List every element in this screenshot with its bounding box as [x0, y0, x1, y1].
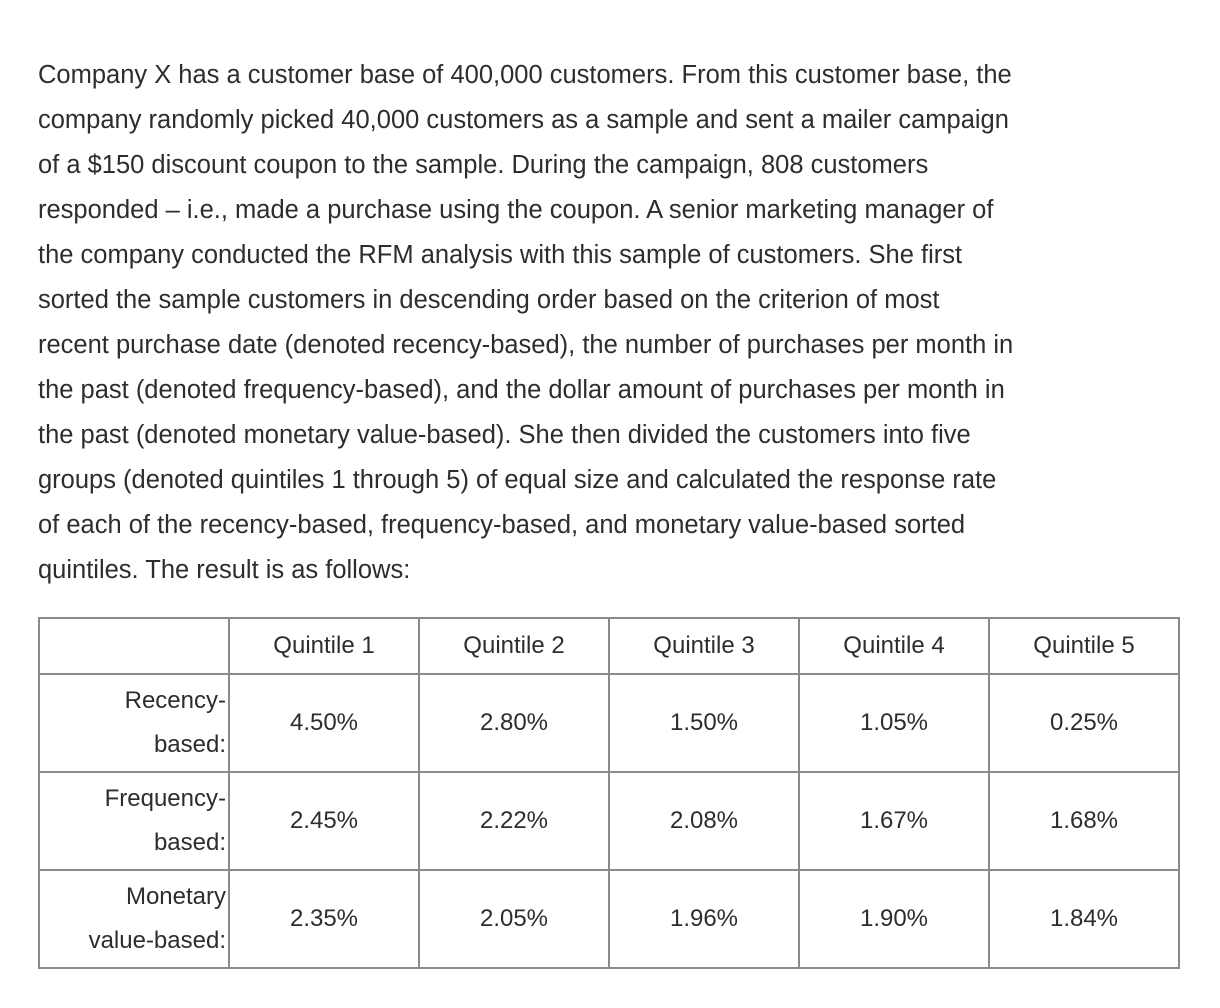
problem-line: of a $150 discount coupon to the sample. During the campaign, 808 customers [38, 151, 929, 179]
table-row-monetary [39, 870, 1179, 968]
table-cell: 1.90% [799, 870, 989, 968]
row-label-line: Frequency- [104, 785, 226, 812]
row-label-recency [39, 674, 229, 772]
table-cell: 2.08% [609, 772, 799, 870]
row-label-line: Recency- [124, 687, 226, 714]
table-cell: 1.67% [799, 772, 989, 870]
table-header-row [39, 618, 1179, 674]
table-cell: 2.35% [229, 870, 419, 968]
problem-line: recent purchase date (denoted recency-based), the number of purchases per month in [38, 331, 1014, 359]
row-label-monetary [39, 870, 229, 968]
table-cell: 4.50% [229, 674, 419, 772]
table-corner-cell [39, 618, 229, 674]
column-header-quintile-1: Quintile 1 [229, 618, 419, 674]
row-label-line: based: [153, 731, 226, 758]
column-header-quintile-5: Quintile 5 [989, 618, 1179, 674]
table-cell: 1.96% [609, 870, 799, 968]
problem-line: of each of the recency-based, frequency-based, and monetary value-based sorted [38, 511, 966, 539]
table-cell: 1.68% [989, 772, 1179, 870]
row-label-line: Monetary [125, 883, 226, 910]
problem-line: the past (denoted monetary value-based). She then divided the customers into five [38, 421, 971, 449]
table-cell: 1.84% [989, 870, 1179, 968]
problem-line: Company X has a customer base of 400,000 customers. From this customer base, the [38, 61, 1012, 89]
table-cell: 2.45% [229, 772, 419, 870]
column-header-quintile-3: Quintile 3 [609, 618, 799, 674]
table-cell: 2.80% [419, 674, 609, 772]
row-label-line: based: [153, 829, 226, 856]
table-cell: 1.50% [609, 674, 799, 772]
column-header-quintile-2: Quintile 2 [419, 618, 609, 674]
table-cell: 2.22% [419, 772, 609, 870]
problem-line: quintiles. The result is as follows: [38, 556, 411, 584]
table-cell: 2.05% [419, 870, 609, 968]
table-row-recency [39, 674, 1179, 772]
table-cell: 1.05% [799, 674, 989, 772]
problem-line: responded – i.e., made a purchase using the coupon. A senior marketing manager of [38, 196, 994, 224]
row-label-frequency [39, 772, 229, 870]
table-row-frequency [39, 772, 1179, 870]
problem-line: the past (denoted frequency-based), and the dollar amount of purchases per month in [38, 376, 1005, 404]
row-label-line: value-based: [88, 927, 226, 954]
problem-line: company randomly picked 40,000 customers as a sample and sent a mailer campaign [38, 106, 1009, 134]
column-header-quintile-4: Quintile 4 [799, 618, 989, 674]
problem-statement [38, 53, 1188, 593]
rfm-response-rate-table [38, 617, 1180, 969]
problem-line: sorted the sample customers in descending order based on the criterion of most [38, 286, 940, 314]
table-cell: 0.25% [989, 674, 1179, 772]
problem-line: groups (denoted quintiles 1 through 5) of equal size and calculated the response rate [38, 466, 997, 494]
problem-line: the company conducted the RFM analysis with this sample of customers. She first [38, 241, 963, 269]
